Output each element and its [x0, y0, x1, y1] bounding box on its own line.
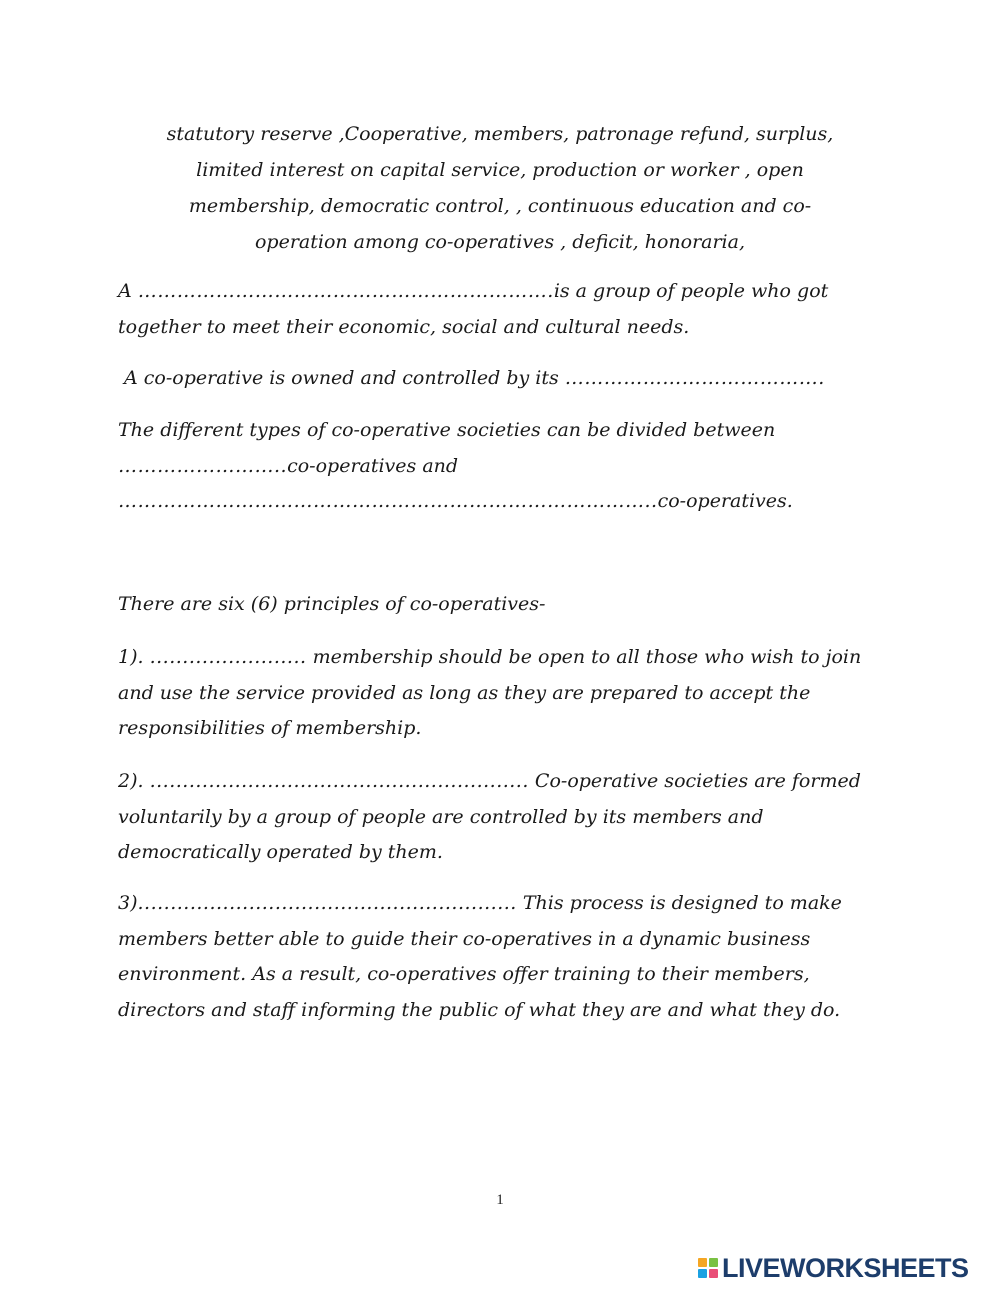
logo-block-green: [709, 1258, 718, 1267]
principle-number: 3): [118, 892, 138, 914]
liveworksheets-logo-icon: [698, 1258, 718, 1278]
brand-name: LIVEWORKSHEETS: [722, 1253, 969, 1283]
answer-blank[interactable]: ……………………..: [118, 454, 288, 477]
principle-1: [118, 640, 888, 747]
word-bank-line: statutory reserve ,Cooperative, members, patronage refund, surplus,: [166, 123, 834, 145]
word-bank: [120, 116, 880, 260]
principles-intro: There are six (6) principles of co-operatives-: [118, 593, 546, 615]
principle-3: [118, 886, 888, 1028]
principle-text: This process is designed to make members better able to guide their co-operatives in a dynamic business environment. As a result, co-operatives offer training to their members, directors and staff informing the public of what they are and what they do.: [118, 892, 842, 1021]
answer-blank[interactable]: ..........................................................: [149, 770, 529, 792]
principle-text: Co-operative societies are formed voluntarily by a group of people are controlled by its members and democratically operated by them.: [118, 770, 861, 863]
liveworksheets-brand[interactable]: [698, 1253, 969, 1283]
principle-2: [118, 764, 888, 871]
question-owned-controlled: [124, 361, 894, 397]
page-number: 1: [496, 1192, 504, 1208]
answer-blank[interactable]: ……………………………………………………….: [137, 280, 554, 302]
word-bank-line: membership, democratic control, , continuous education and co-: [188, 195, 812, 217]
answer-blank[interactable]: ………………………………….: [564, 367, 825, 389]
question-types: [118, 413, 888, 520]
word-bank-line: operation among co-operatives , deficit, honoraria,: [254, 231, 746, 253]
question-text: The different types of co-operative societies can be divided between: [118, 419, 776, 441]
question-text: co-operatives and: [287, 454, 459, 477]
question-cooperative-definition: [118, 274, 888, 345]
logo-block-pink: [709, 1269, 718, 1278]
principle-number: 1).: [118, 646, 150, 668]
principle-text: membership should be open to all those who wish to join and use the service provided as long as they are prepared to accept the responsibilities of membership.: [118, 646, 862, 739]
answer-blank[interactable]: ........................: [149, 646, 307, 668]
principle-number: 2).: [118, 770, 150, 792]
logo-block-blue: [698, 1269, 707, 1278]
answer-blank[interactable]: ………………………………………………………………………..: [118, 490, 658, 512]
question-text: is a group of people who got together to meet their economic, social and cultural needs.: [118, 280, 829, 338]
logo-block-orange: [698, 1258, 707, 1267]
question-text: co-operatives.: [657, 490, 793, 512]
question-text: A: [118, 280, 138, 302]
word-bank-line: limited interest on capital service, production or worker , open: [196, 159, 804, 181]
question-text: A co-operative is owned and controlled by its: [124, 367, 565, 389]
answer-blank[interactable]: ..........................................................: [137, 892, 517, 914]
